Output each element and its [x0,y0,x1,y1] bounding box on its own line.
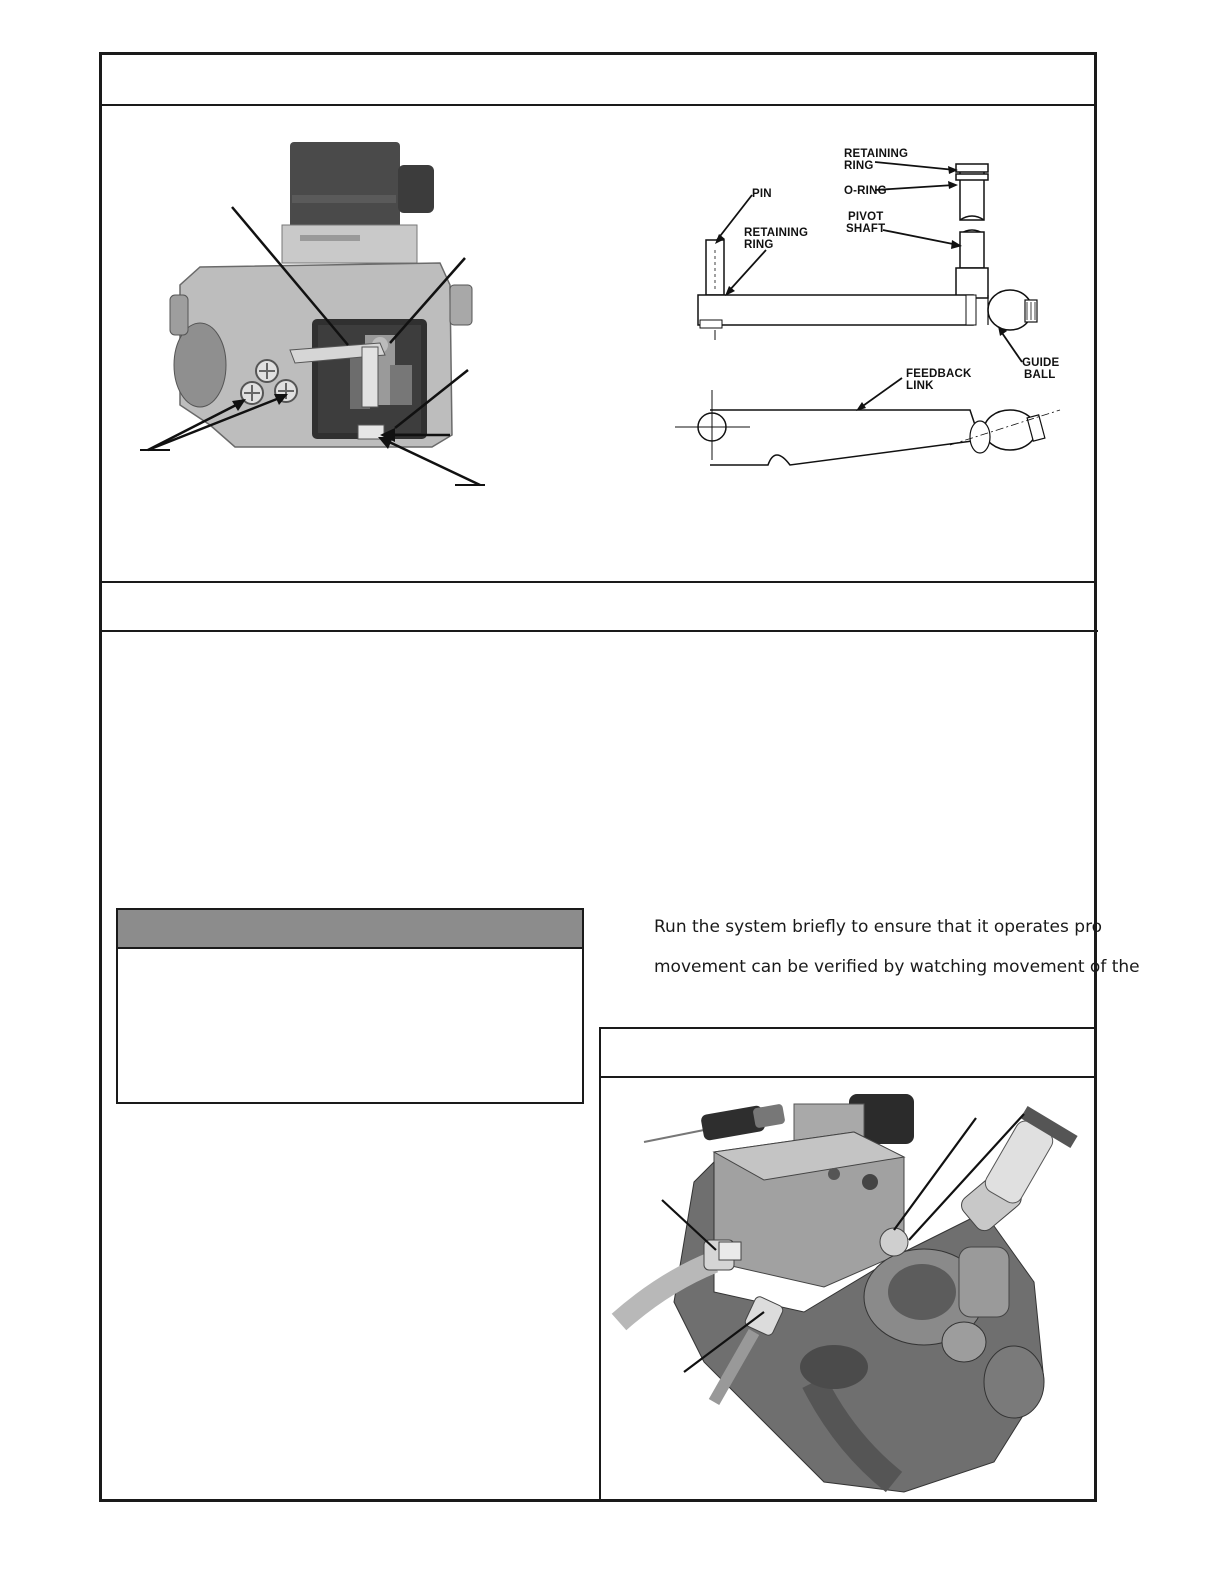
label-guide-ball-1: GUIDE [1022,357,1060,369]
right-figure-header-bottom-rule [600,1076,1094,1078]
label-retaining-ring-left-1: RETAINING [744,227,809,239]
figure-bottom-rule [100,581,1094,583]
svg-text:RING [844,160,874,172]
pump-assembly-photo-icon [604,1082,1092,1496]
label-pin: PIN [752,188,772,200]
right-figure-header-top-rule [600,1027,1094,1029]
label-pivot-shaft-2: SHAFT [846,223,886,235]
svg-text:O-RING [844,185,887,197]
label-feedback-link-2: LINK [906,380,934,392]
top-header-rule [100,104,1094,106]
section-header-rule [100,630,1098,632]
svg-text:SHAFT [846,223,885,235]
svg-text:RETAINING [744,227,808,239]
label-guide-ball-2: BALL [1024,369,1056,381]
svg-text:PIN [752,188,772,200]
control-valve-photo-icon [140,135,490,495]
label-pivot-shaft-1: PIVOT [848,211,884,223]
label-o-ring: O-RING [844,185,887,197]
caution-box [116,908,584,1104]
svg-text:BALL [1024,369,1055,381]
label-retaining-ring-left-2: RING [744,239,774,251]
svg-text:GUIDE [1022,357,1060,369]
label-retaining-ring-top-1: RETAINING [844,148,909,160]
right-figure-divider [599,1027,601,1499]
feedback-link-diagram [670,140,1090,480]
svg-text:FEEDBACK [906,368,972,380]
instruction-line-2: movement can be verified by watching movement of the [654,957,1140,977]
label-feedback-link-1: FEEDBACK [906,368,972,380]
instruction-line-1: Run the system briefly to ensure that it operates pro [654,917,1103,937]
svg-text:RING [744,239,774,251]
svg-text:LINK [906,380,934,392]
label-retaining-ring-top-2: RING [844,160,874,172]
svg-text:PIVOT [848,211,884,223]
caution-box-header [118,910,582,949]
svg-text:RETAINING [844,148,908,160]
